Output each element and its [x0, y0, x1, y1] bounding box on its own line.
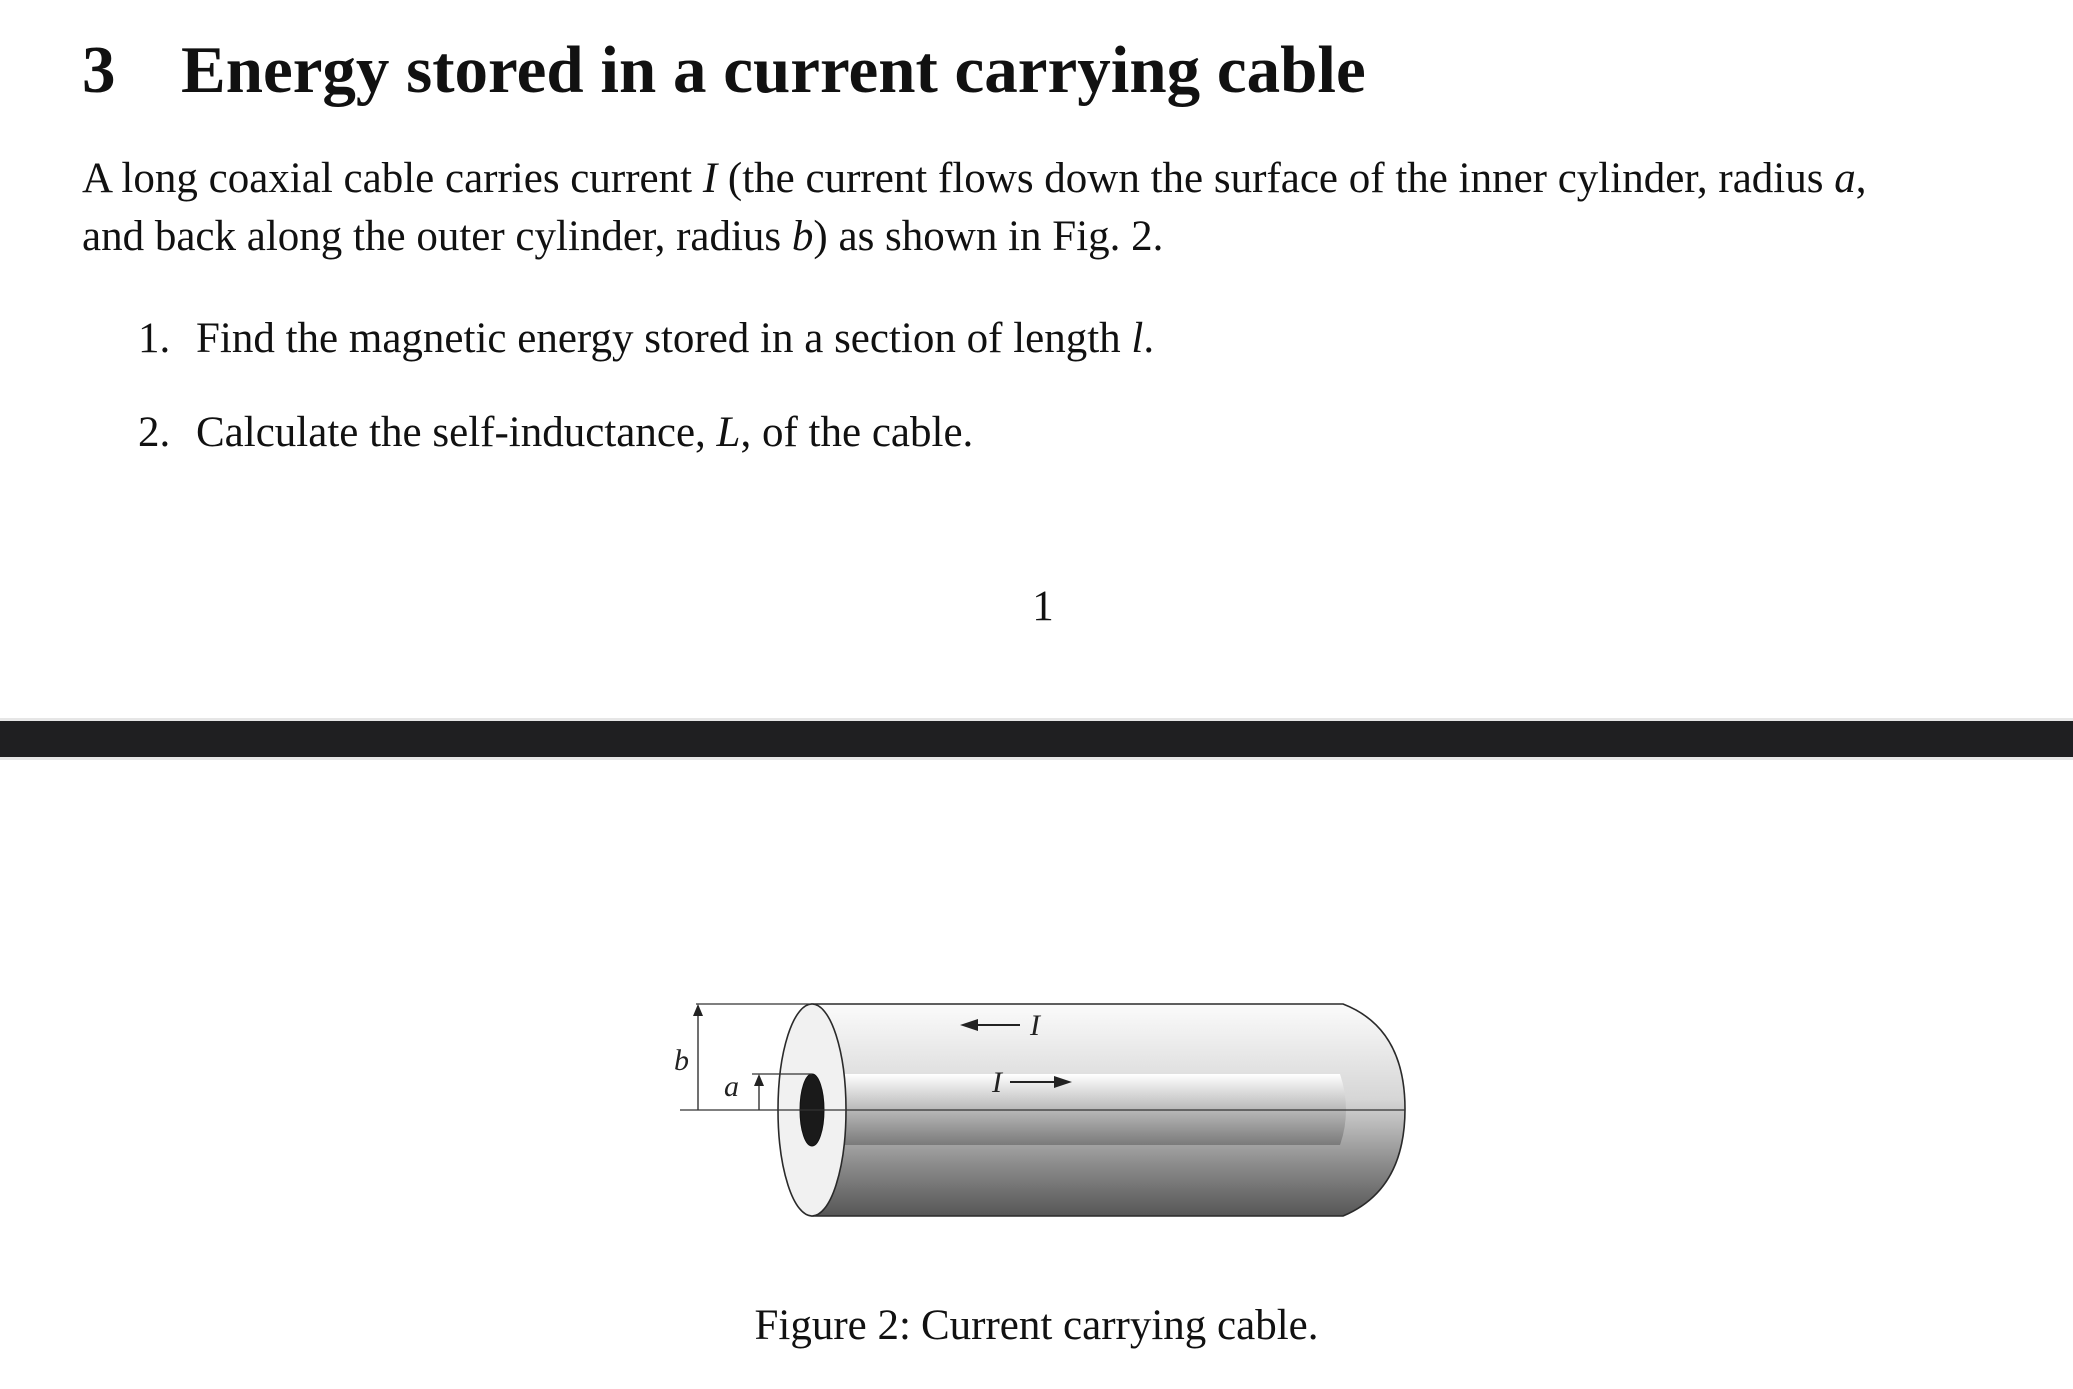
inner-current-label: I: [992, 1066, 1002, 1099]
figure-caption-prefix: Figure 2:: [754, 1302, 911, 1349]
question-text: Find the magnetic energy stored in a section of length: [196, 315, 1132, 362]
section-number: 3: [82, 33, 116, 107]
inner-radius-symbol: a: [1834, 155, 1856, 202]
current-symbol: I: [702, 155, 718, 202]
outer-radius-symbol: b: [791, 213, 814, 260]
question-number: 2.: [138, 409, 171, 456]
question-number: 1.: [138, 315, 171, 362]
question-item: [138, 404, 1154, 462]
page-number: 1: [1032, 583, 1054, 630]
intro-text: (the current flows down the surface of the inner cylinder, radius: [717, 155, 1835, 202]
question-text: , of the cable.: [740, 409, 974, 456]
intro-line-1: [82, 150, 2007, 208]
intro-line-2: [82, 208, 2007, 266]
section-title: Energy stored in a current carrying cable: [181, 33, 1366, 107]
outer-radius-label: b: [674, 1044, 689, 1077]
outer-radius-arrowhead: [693, 1004, 703, 1016]
question-list: [138, 310, 1154, 462]
inner-radius-label: a: [724, 1070, 739, 1103]
coaxial-cable-figure: [660, 980, 1420, 1250]
intro-text: A long coaxial cable carries current: [82, 155, 703, 202]
page-separator: [0, 718, 2073, 760]
length-symbol: l: [1131, 315, 1144, 362]
inductance-symbol: L: [716, 409, 741, 456]
section-heading: [82, 30, 1366, 110]
intro-text: ) as shown in Fig. 2.: [813, 213, 1164, 260]
question-text: .: [1143, 315, 1155, 362]
figure-caption-text: Current carrying cable.: [920, 1302, 1319, 1349]
inner-radius-arrowhead: [754, 1074, 764, 1086]
figure-caption: [0, 1297, 2073, 1355]
cable-body: [680, 1004, 1405, 1216]
question-text: Calculate the self-inductance,: [196, 409, 717, 456]
intro-text: and back along the outer cylinder, radius: [82, 213, 792, 260]
question-item: [138, 310, 1154, 368]
intro-text: ,: [1855, 155, 1867, 202]
intro-paragraph: [82, 150, 2007, 266]
outer-current-label: I: [1030, 1009, 1040, 1042]
